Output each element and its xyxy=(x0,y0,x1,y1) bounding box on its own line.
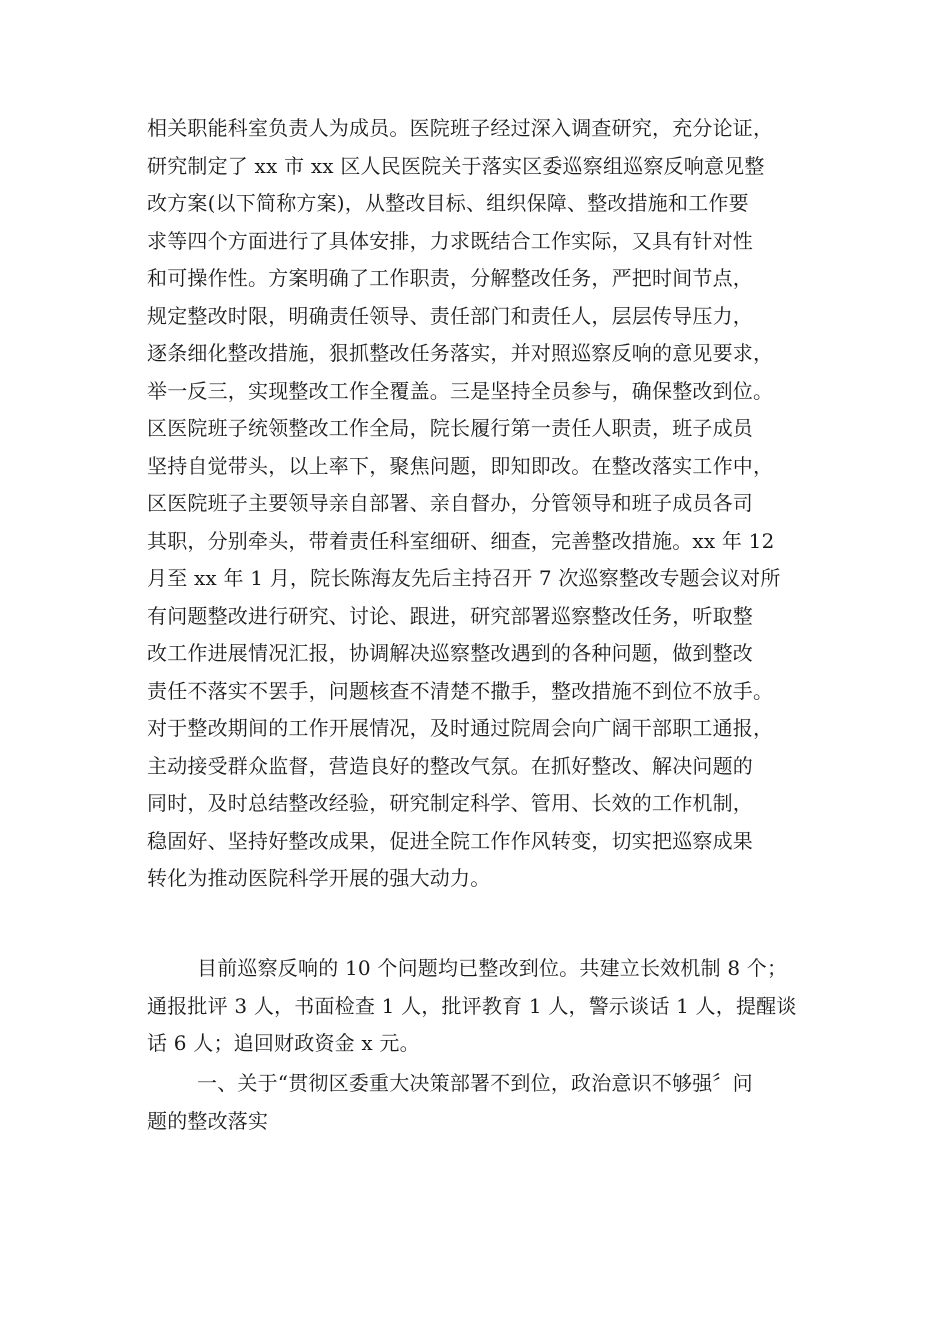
text-line: 和可操作性。方案明确了工作职责，分解整改任务，严把时间节点， xyxy=(147,266,753,290)
text-line: 区医院班子主要领导亲自部署、亲自督办，分管领导和班子成员各司 xyxy=(147,491,753,515)
text-line: 对于整改期间的工作开展情况，及时通过院周会向广阔干部职工通报， xyxy=(147,716,774,740)
text-line: 通报批评 3 人，书面检查 1 人，批评教育 1 人，警示谈话 1 人，提醒谈 xyxy=(147,993,797,1018)
text-line: 研究制定了 xx 市 xx 区人民医院关于落实区委巡察组巡察反响意见整 xyxy=(147,153,765,178)
text-line: 月至 xx 年 1 月，院长陈海友先后主持召开 7 次巡察整改专题会议对所 xyxy=(147,566,781,590)
text-line: 举一反三，实现整改工作全覆盖。三是坚持全员参与，确保整改到位。 xyxy=(147,378,774,403)
text-line: 改方案(以下简称方案)，从整改目标、组织保障、整改措施和工作要 xyxy=(147,191,749,215)
text-line: 规定整改时限，明确责任领导、责任部门和责任人，层层传导压力， xyxy=(147,303,753,328)
text-line: 坚持自觉带头，以上率下，聚焦问题，即知即改。在整改落实工作中， xyxy=(147,453,774,478)
text-line: 相关职能科室负责人为成员。医院班子经过深入调查研究，充分论证， xyxy=(147,116,774,140)
text-line: 区医院班子统领整改工作全局，院长履行第一责任人职责，班子成员 xyxy=(147,416,753,440)
text-line: 主动接受群众监督，营造良好的整改气氛。在抓好整改、解决问题的 xyxy=(147,753,753,778)
text-line: 有问题整改进行研究、讨论、跟进，研究部署巡察整改任务，听取整 xyxy=(147,603,753,628)
paragraph-rectification-measures xyxy=(147,110,807,898)
text-line: 稳固好、坚持好整改成果，促进全院工作作风转变，切实把巡察成果 xyxy=(147,828,753,853)
text-line: 改工作进展情况汇报，协调解决巡察整改遇到的各种问题，做到整改 xyxy=(147,641,753,665)
text-line: 转化为推动医院科学开展的强大动力。 xyxy=(147,866,491,890)
text-line: 话 6 人；追回财政资金 x 元。 xyxy=(147,1031,420,1055)
text-line-first: 目前巡察反响的 10 个问题均已整改到位。共建立长效机制 8 个； xyxy=(197,956,788,980)
text-line: 逐条细化整改措施，狠抓整改任务落实，并对照巡察反响的意见要求， xyxy=(147,341,774,365)
paragraph-results-summary xyxy=(147,950,807,1063)
text-line-first: 一、关于“贯彻区委重大决策部署不到位，政治意识不够强〞问 xyxy=(197,1071,753,1095)
text-line: 责任不落实不罢手，问题核查不清楚不撒手，整改措施不到位不放手。 xyxy=(147,678,774,703)
text-line: 题的整改落实 xyxy=(147,1108,269,1133)
text-line: 求等四个方面进行了具体安排，力求既结合工作实际，又具有针对性 xyxy=(147,228,753,253)
text-line: 其职，分别牵头，带着责任科室细研、细查，完善整改措施。xx 年 12 xyxy=(147,528,775,553)
text-line: 同时，及时总结整改经验，研究制定科学、管用、长效的工作机制， xyxy=(147,791,753,815)
section-heading xyxy=(147,1065,807,1140)
